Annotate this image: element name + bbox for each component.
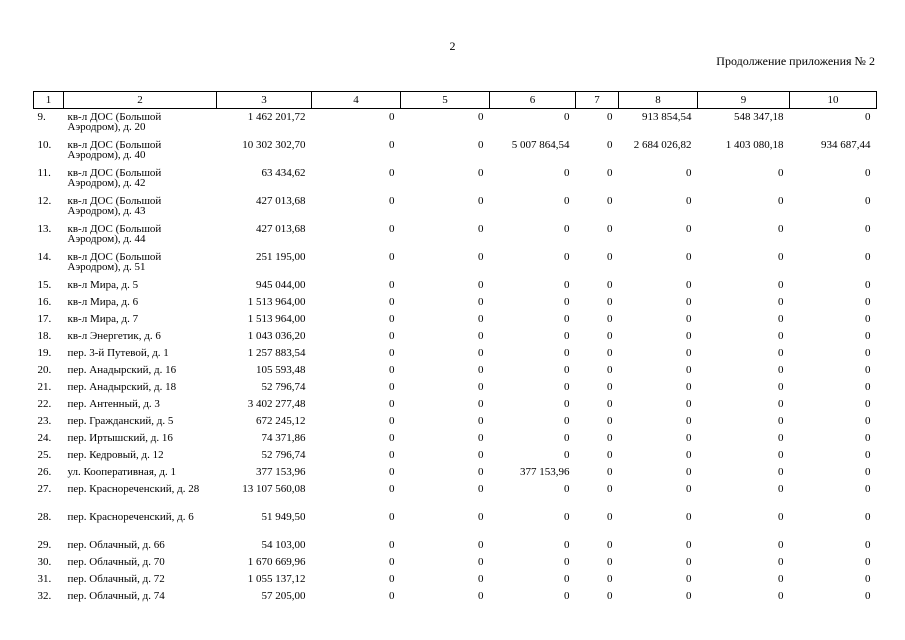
table-row bbox=[34, 512, 877, 540]
cell-addr: кв-л ДОС (Большой Аэродром), д. 20 bbox=[67, 111, 162, 133]
cell-c10: 0 bbox=[865, 296, 871, 308]
cell-c5: 0 bbox=[478, 573, 484, 585]
cell-c10: 0 bbox=[865, 466, 871, 478]
cell-num: 26. bbox=[37, 466, 52, 478]
cell-c8: 0 bbox=[686, 511, 692, 523]
cell-c3: 377 153,96 bbox=[256, 466, 306, 478]
cell-num: 18. bbox=[37, 330, 52, 342]
cell-c4: 0 bbox=[389, 539, 395, 551]
column-header-8: 8 bbox=[619, 92, 698, 109]
cell-c8: 0 bbox=[686, 313, 692, 325]
cell-addr: пер. Анадырский, д. 18 bbox=[67, 381, 177, 393]
cell-c7: 0 bbox=[607, 251, 613, 263]
cell-c3: 51 949,50 bbox=[261, 511, 306, 523]
table-row bbox=[34, 540, 877, 557]
cell-c3: 427 013,68 bbox=[256, 223, 306, 235]
cell-c6: 0 bbox=[564, 251, 570, 263]
cell-c7: 0 bbox=[607, 449, 613, 461]
cell-num: 29. bbox=[37, 539, 52, 551]
cell-c5: 0 bbox=[478, 415, 484, 427]
cell-c3: 945 044,00 bbox=[256, 279, 306, 291]
cell-c4: 0 bbox=[389, 195, 395, 207]
cell-c3: 10 302 302,70 bbox=[242, 139, 306, 151]
cell-c10: 0 bbox=[865, 251, 871, 263]
cell-num: 9. bbox=[37, 111, 46, 123]
cell-c7: 0 bbox=[607, 432, 613, 444]
cell-c4: 0 bbox=[389, 167, 395, 179]
column-header-7: 7 bbox=[576, 92, 619, 109]
header-row bbox=[34, 92, 877, 109]
cell-c5: 0 bbox=[478, 449, 484, 461]
cell-c7: 0 bbox=[607, 313, 613, 325]
cell-c6: 0 bbox=[564, 313, 570, 325]
cell-c9: 0 bbox=[778, 432, 784, 444]
cell-addr: пер. Антенный, д. 3 bbox=[67, 398, 160, 410]
cell-c5: 0 bbox=[478, 483, 484, 495]
cell-c8: 0 bbox=[686, 364, 692, 376]
table-row bbox=[34, 109, 877, 141]
cell-c6: 0 bbox=[564, 556, 570, 568]
page-number: 2 bbox=[449, 39, 456, 53]
cell-addr: пер. Краснореченский, д. 28 bbox=[67, 483, 200, 495]
cell-c3: 1 513 964,00 bbox=[247, 296, 306, 308]
cell-c8: 0 bbox=[686, 483, 692, 495]
cell-c3: 74 371,86 bbox=[261, 432, 306, 444]
cell-addr: пер. Облачный, д. 74 bbox=[67, 590, 165, 602]
cell-c4: 0 bbox=[389, 313, 395, 325]
cell-c3: 672 245,12 bbox=[256, 415, 306, 427]
cell-c7: 0 bbox=[607, 466, 613, 478]
cell-num: 22. bbox=[37, 398, 52, 410]
cell-addr: пер. Кедровый, д. 12 bbox=[67, 449, 164, 461]
cell-c4: 0 bbox=[389, 223, 395, 235]
table-row bbox=[34, 224, 877, 252]
cell-c6: 0 bbox=[564, 167, 570, 179]
cell-c4: 0 bbox=[389, 381, 395, 393]
cell-c3: 1 055 137,12 bbox=[247, 573, 306, 585]
cell-c8: 0 bbox=[686, 279, 692, 291]
cell-c3: 251 195,00 bbox=[256, 251, 306, 263]
cell-c8: 0 bbox=[686, 381, 692, 393]
cell-addr: кв-л ДОС (Большой Аэродром), д. 40 bbox=[67, 139, 162, 161]
cell-c5: 0 bbox=[478, 251, 484, 263]
cell-c6: 0 bbox=[564, 195, 570, 207]
table-row bbox=[34, 484, 877, 512]
cell-c9: 0 bbox=[778, 539, 784, 551]
cell-c7: 0 bbox=[607, 573, 613, 585]
cell-c7: 0 bbox=[607, 556, 613, 568]
cell-c9: 0 bbox=[778, 330, 784, 342]
cell-c10: 0 bbox=[865, 449, 871, 461]
cell-c8: 0 bbox=[686, 330, 692, 342]
table-row bbox=[34, 314, 877, 331]
cell-addr: кв-л ДОС (Большой Аэродром), д. 51 bbox=[67, 251, 162, 273]
cell-c3: 427 013,68 bbox=[256, 195, 306, 207]
cell-c8: 0 bbox=[686, 195, 692, 207]
cell-c6: 0 bbox=[564, 347, 570, 359]
cell-c9: 0 bbox=[778, 251, 784, 263]
cell-c6: 0 bbox=[564, 432, 570, 444]
cell-addr: пер. 3-й Путевой, д. 1 bbox=[67, 347, 169, 359]
cell-num: 27. bbox=[37, 483, 52, 495]
cell-addr: ул. Кооперативная, д. 1 bbox=[67, 466, 176, 478]
cell-c3: 52 796,74 bbox=[261, 449, 306, 461]
column-header-4: 4 bbox=[312, 92, 401, 109]
cell-addr: кв-л ДОС (Большой Аэродром), д. 42 bbox=[67, 167, 162, 189]
column-header-10: 10 bbox=[790, 92, 877, 109]
cell-c9: 548 347,18 bbox=[734, 111, 784, 123]
table-row bbox=[34, 297, 877, 314]
cell-num: 12. bbox=[37, 195, 52, 207]
column-header-1: 1 bbox=[34, 92, 64, 109]
cell-c7: 0 bbox=[607, 330, 613, 342]
cell-c6: 377 153,96 bbox=[520, 466, 570, 478]
cell-c9: 0 bbox=[778, 466, 784, 478]
cell-c7: 0 bbox=[607, 139, 613, 151]
cell-c8: 0 bbox=[686, 167, 692, 179]
cell-c6: 0 bbox=[564, 573, 570, 585]
cell-num: 11. bbox=[37, 167, 51, 179]
cell-c8: 913 854,54 bbox=[642, 111, 692, 123]
cell-addr: пер. Облачный, д. 66 bbox=[67, 539, 165, 551]
cell-c4: 0 bbox=[389, 364, 395, 376]
table-row bbox=[34, 168, 877, 196]
cell-c9: 0 bbox=[778, 573, 784, 585]
cell-c10: 0 bbox=[865, 573, 871, 585]
cell-c5: 0 bbox=[478, 511, 484, 523]
cell-c10: 0 bbox=[865, 432, 871, 444]
cell-c4: 0 bbox=[389, 590, 395, 602]
cell-c9: 0 bbox=[778, 296, 784, 308]
cell-addr: пер. Гражданский, д. 5 bbox=[67, 415, 174, 427]
cell-num: 21. bbox=[37, 381, 52, 393]
cell-c9: 0 bbox=[778, 449, 784, 461]
cell-c6: 0 bbox=[564, 415, 570, 427]
cell-c5: 0 bbox=[478, 223, 484, 235]
cell-addr: кв-л Энергетик, д. 6 bbox=[67, 330, 161, 342]
cell-c10: 0 bbox=[865, 381, 871, 393]
cell-c10: 0 bbox=[865, 195, 871, 207]
cell-c3: 1 257 883,54 bbox=[247, 347, 306, 359]
table-row bbox=[34, 331, 877, 348]
cell-c5: 0 bbox=[478, 167, 484, 179]
cell-c10: 0 bbox=[865, 511, 871, 523]
cell-c8: 0 bbox=[686, 415, 692, 427]
cell-c4: 0 bbox=[389, 556, 395, 568]
cell-c6: 0 bbox=[564, 398, 570, 410]
cell-c4: 0 bbox=[389, 347, 395, 359]
cell-c7: 0 bbox=[607, 590, 613, 602]
cell-c7: 0 bbox=[607, 415, 613, 427]
cell-c4: 0 bbox=[389, 432, 395, 444]
cell-addr: кв-л Мира, д. 7 bbox=[67, 313, 139, 325]
cell-c5: 0 bbox=[478, 432, 484, 444]
cell-num: 23. bbox=[37, 415, 52, 427]
cell-c3: 52 796,74 bbox=[261, 381, 306, 393]
cell-c9: 0 bbox=[778, 511, 784, 523]
cell-c6: 0 bbox=[564, 381, 570, 393]
cell-c7: 0 bbox=[607, 398, 613, 410]
cell-c9: 0 bbox=[778, 381, 784, 393]
cell-c6: 0 bbox=[564, 590, 570, 602]
table-row bbox=[34, 416, 877, 433]
cell-c3: 105 593,48 bbox=[256, 364, 306, 376]
cell-c4: 0 bbox=[389, 330, 395, 342]
cell-c8: 0 bbox=[686, 539, 692, 551]
cell-c4: 0 bbox=[389, 573, 395, 585]
table-row bbox=[34, 574, 877, 591]
cell-c8: 0 bbox=[686, 251, 692, 263]
cell-addr: кв-л ДОС (Большой Аэродром), д. 44 bbox=[67, 223, 162, 245]
cell-c8: 0 bbox=[686, 347, 692, 359]
cell-c8: 0 bbox=[686, 449, 692, 461]
cell-c3: 1 462 201,72 bbox=[247, 111, 306, 123]
cell-c8: 0 bbox=[686, 556, 692, 568]
cell-c7: 0 bbox=[607, 364, 613, 376]
table-row bbox=[34, 252, 877, 280]
cell-c7: 0 bbox=[607, 539, 613, 551]
table-row bbox=[34, 591, 877, 608]
cell-num: 15. bbox=[37, 279, 52, 291]
cell-c9: 0 bbox=[778, 223, 784, 235]
cell-c10: 0 bbox=[865, 556, 871, 568]
cell-c5: 0 bbox=[478, 111, 484, 123]
cell-c3: 57 205,00 bbox=[261, 590, 306, 602]
cell-c4: 0 bbox=[389, 139, 395, 151]
cell-c10: 0 bbox=[865, 347, 871, 359]
cell-c10: 0 bbox=[865, 330, 871, 342]
table-row bbox=[34, 140, 877, 168]
cell-c4: 0 bbox=[389, 111, 395, 123]
cell-c7: 0 bbox=[607, 511, 613, 523]
cell-addr: кв-л Мира, д. 6 bbox=[67, 296, 139, 308]
table-row bbox=[34, 433, 877, 450]
cell-c7: 0 bbox=[607, 381, 613, 393]
cell-c9: 0 bbox=[778, 556, 784, 568]
cell-c7: 0 bbox=[607, 347, 613, 359]
cell-c7: 0 bbox=[607, 279, 613, 291]
cell-c5: 0 bbox=[478, 139, 484, 151]
cell-c6: 5 007 864,54 bbox=[511, 139, 570, 151]
cell-c6: 0 bbox=[564, 539, 570, 551]
cell-c9: 0 bbox=[778, 279, 784, 291]
cell-c5: 0 bbox=[478, 556, 484, 568]
cell-c10: 0 bbox=[865, 483, 871, 495]
data-table bbox=[33, 91, 877, 608]
table-row bbox=[34, 196, 877, 224]
cell-c9: 0 bbox=[778, 347, 784, 359]
cell-c9: 0 bbox=[778, 415, 784, 427]
cell-c5: 0 bbox=[478, 539, 484, 551]
cell-c10: 0 bbox=[865, 111, 871, 123]
cell-c3: 54 103,00 bbox=[261, 539, 306, 551]
cell-c8: 0 bbox=[686, 296, 692, 308]
cell-c4: 0 bbox=[389, 483, 395, 495]
cell-c7: 0 bbox=[607, 483, 613, 495]
cell-addr: кв-л ДОС (Большой Аэродром), д. 43 bbox=[67, 195, 162, 217]
cell-c5: 0 bbox=[478, 296, 484, 308]
column-header-2: 2 bbox=[64, 92, 217, 109]
cell-c4: 0 bbox=[389, 279, 395, 291]
cell-c10: 0 bbox=[865, 279, 871, 291]
cell-c9: 0 bbox=[778, 483, 784, 495]
cell-c8: 0 bbox=[686, 466, 692, 478]
cell-c3: 3 402 277,48 bbox=[247, 398, 306, 410]
cell-num: 13. bbox=[37, 223, 52, 235]
cell-c9: 0 bbox=[778, 195, 784, 207]
cell-addr: пер. Облачный, д. 72 bbox=[67, 573, 165, 585]
cell-c6: 0 bbox=[564, 296, 570, 308]
table-row bbox=[34, 280, 877, 297]
cell-c4: 0 bbox=[389, 296, 395, 308]
cell-num: 30. bbox=[37, 556, 52, 568]
cell-c5: 0 bbox=[478, 279, 484, 291]
cell-num: 19. bbox=[37, 347, 52, 359]
cell-c4: 0 bbox=[389, 415, 395, 427]
cell-c7: 0 bbox=[607, 195, 613, 207]
cell-c8: 0 bbox=[686, 573, 692, 585]
column-header-6: 6 bbox=[490, 92, 576, 109]
cell-c7: 0 bbox=[607, 296, 613, 308]
cell-c10: 0 bbox=[865, 415, 871, 427]
cell-c8: 2 684 026,82 bbox=[633, 139, 692, 151]
cell-c8: 0 bbox=[686, 223, 692, 235]
cell-c5: 0 bbox=[478, 330, 484, 342]
cell-c3: 1 043 036,20 bbox=[247, 330, 306, 342]
column-header-3: 3 bbox=[217, 92, 312, 109]
cell-c5: 0 bbox=[478, 195, 484, 207]
cell-addr: пер. Иртышский, д. 16 bbox=[67, 432, 173, 444]
cell-c5: 0 bbox=[478, 381, 484, 393]
cell-c5: 0 bbox=[478, 347, 484, 359]
continuation-heading: Продолжение приложения № 2 bbox=[716, 54, 875, 68]
cell-c7: 0 bbox=[607, 223, 613, 235]
cell-addr: пер. Анадырский, д. 16 bbox=[67, 364, 177, 376]
cell-num: 32. bbox=[37, 590, 52, 602]
cell-c6: 0 bbox=[564, 223, 570, 235]
cell-c5: 0 bbox=[478, 398, 484, 410]
cell-c10: 0 bbox=[865, 364, 871, 376]
cell-c5: 0 bbox=[478, 466, 484, 478]
cell-num: 28. bbox=[37, 511, 52, 523]
cell-addr: пер. Облачный, д. 70 bbox=[67, 556, 165, 568]
cell-c10: 0 bbox=[865, 539, 871, 551]
cell-c9: 0 bbox=[778, 313, 784, 325]
table-row bbox=[34, 467, 877, 484]
cell-c10: 0 bbox=[865, 167, 871, 179]
cell-c4: 0 bbox=[389, 398, 395, 410]
table-row bbox=[34, 450, 877, 467]
cell-c3: 13 107 560,08 bbox=[242, 483, 306, 495]
cell-c8: 0 bbox=[686, 590, 692, 602]
column-header-9: 9 bbox=[698, 92, 790, 109]
cell-c10: 0 bbox=[865, 313, 871, 325]
cell-c7: 0 bbox=[607, 111, 613, 123]
cell-c6: 0 bbox=[564, 279, 570, 291]
column-header-5: 5 bbox=[401, 92, 490, 109]
cell-c9: 0 bbox=[778, 364, 784, 376]
cell-num: 14. bbox=[37, 251, 52, 263]
cell-c6: 0 bbox=[564, 511, 570, 523]
cell-num: 10. bbox=[37, 139, 52, 151]
cell-c4: 0 bbox=[389, 511, 395, 523]
cell-c9: 1 403 080,18 bbox=[725, 139, 784, 151]
table-row bbox=[34, 557, 877, 574]
cell-c10: 0 bbox=[865, 223, 871, 235]
cell-c9: 0 bbox=[778, 398, 784, 410]
cell-c10: 0 bbox=[865, 398, 871, 410]
cell-c6: 0 bbox=[564, 330, 570, 342]
cell-c4: 0 bbox=[389, 466, 395, 478]
cell-c9: 0 bbox=[778, 167, 784, 179]
cell-c8: 0 bbox=[686, 398, 692, 410]
cell-c10: 934 687,44 bbox=[821, 139, 871, 151]
cell-addr: пер. Краснореченский, д. 6 bbox=[67, 511, 194, 523]
cell-c6: 0 bbox=[564, 364, 570, 376]
cell-c5: 0 bbox=[478, 590, 484, 602]
table-row bbox=[34, 399, 877, 416]
cell-c5: 0 bbox=[478, 364, 484, 376]
cell-c6: 0 bbox=[564, 449, 570, 461]
cell-num: 25. bbox=[37, 449, 52, 461]
table-row bbox=[34, 365, 877, 382]
cell-c8: 0 bbox=[686, 432, 692, 444]
cell-c10: 0 bbox=[865, 590, 871, 602]
cell-c6: 0 bbox=[564, 483, 570, 495]
cell-num: 16. bbox=[37, 296, 52, 308]
cell-c6: 0 bbox=[564, 111, 570, 123]
cell-c5: 0 bbox=[478, 313, 484, 325]
table-row bbox=[34, 348, 877, 365]
cell-c3: 1 670 669,96 bbox=[247, 556, 306, 568]
cell-c4: 0 bbox=[389, 449, 395, 461]
cell-num: 31. bbox=[37, 573, 52, 585]
cell-c4: 0 bbox=[389, 251, 395, 263]
table-row bbox=[34, 382, 877, 399]
cell-c3: 1 513 964,00 bbox=[247, 313, 306, 325]
cell-c9: 0 bbox=[778, 590, 784, 602]
cell-addr: кв-л Мира, д. 5 bbox=[67, 279, 139, 291]
cell-c3: 63 434,62 bbox=[261, 167, 306, 179]
cell-c7: 0 bbox=[607, 167, 613, 179]
cell-num: 20. bbox=[37, 364, 52, 376]
table-body bbox=[34, 109, 877, 609]
cell-num: 24. bbox=[37, 432, 52, 444]
cell-num: 17. bbox=[37, 313, 52, 325]
